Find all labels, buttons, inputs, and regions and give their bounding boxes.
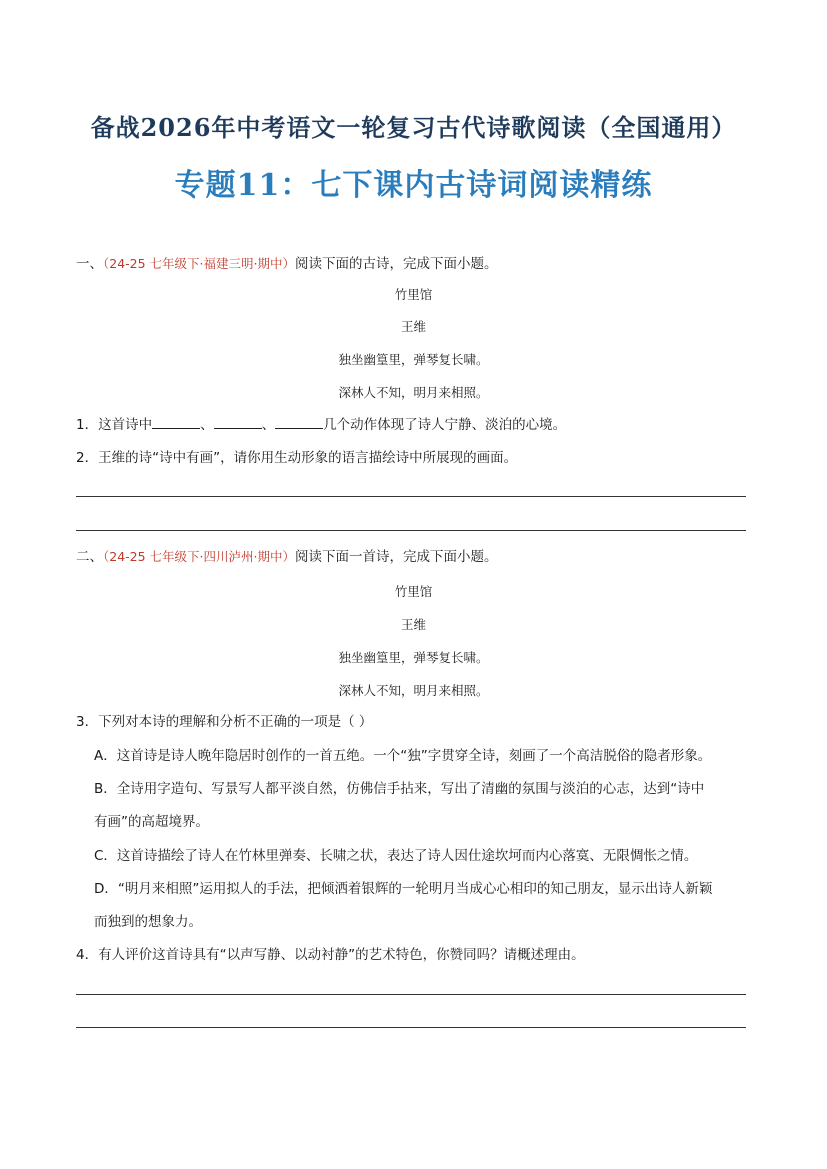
answer-line-q4-2[interactable] bbox=[76, 1027, 746, 1028]
poem1-title: 竹里馆 bbox=[394, 287, 433, 302]
answer-line-q2-1[interactable] bbox=[76, 496, 746, 497]
section1-prefix: 一、 bbox=[76, 256, 103, 272]
poem1-line2: 深林人不知，明月来相照。 bbox=[338, 385, 489, 400]
question-2: 2．王维的诗“诗中有画”，请你用生动形象的语言描绘诗中所展现的画面。 bbox=[76, 450, 518, 466]
section2-heading bbox=[76, 547, 498, 567]
option-c[interactable]: C．这首诗描绘了诗人在竹林里弹奏、长啸之状，表达了诗人因仕途坎坷而内心落寞、无限惆怅之情。 bbox=[94, 848, 698, 864]
poem2-author: 王维 bbox=[400, 617, 426, 632]
section1-instruction: 阅读下面的古诗，完成下面小题。 bbox=[295, 256, 498, 272]
option-b[interactable]: B．全诗用字造句、写景写人都平淡自然，仿佛信手拈来，写出了清幽的氛围与淡泊的心志，达到“诗中 bbox=[94, 781, 705, 797]
q1-blank-1[interactable] bbox=[152, 414, 200, 429]
q1-blank-3[interactable] bbox=[275, 414, 323, 429]
option-b-cont: 有画”的高超境界。 bbox=[94, 814, 209, 830]
answer-line-q2-2[interactable] bbox=[76, 530, 746, 531]
q1-sep-2: 、 bbox=[261, 417, 276, 433]
poem2-line2: 深林人不知，明月来相照。 bbox=[338, 683, 489, 698]
section2-source: （24-25 七年级下·四川泸州·期中） bbox=[103, 549, 295, 564]
question-3: 3．下列对本诗的理解和分析不正确的一项是（ ） bbox=[76, 714, 373, 730]
document-title: 备战2026年中考语文一轮复习古代诗歌阅读（全国通用） bbox=[90, 113, 737, 142]
poem1-line1: 独坐幽篁里，弹琴复长啸。 bbox=[338, 352, 489, 367]
option-d-cont: 而独到的想象力。 bbox=[94, 914, 202, 930]
poem2-line1: 独坐幽篁里，弹琴复长啸。 bbox=[338, 650, 489, 665]
section1-heading bbox=[76, 254, 498, 274]
q1-tail: 几个动作体现了诗人宁静、淡泊的心境。 bbox=[323, 417, 567, 433]
poem2-title: 竹里馆 bbox=[394, 584, 433, 599]
option-a[interactable]: A．这首诗是诗人晚年隐居时创作的一首五绝。一个“独”字贯穿全诗，刻画了一个高洁脱俗的隐者形象。 bbox=[94, 748, 712, 764]
question-1 bbox=[76, 414, 566, 435]
q1-lead: 1．这首诗中 bbox=[76, 417, 153, 433]
section1-source: （24-25 七年级下·福建三明·期中） bbox=[103, 256, 295, 271]
poem1-author: 王维 bbox=[400, 319, 426, 334]
q1-blank-2[interactable] bbox=[214, 414, 262, 429]
answer-line-q4-1[interactable] bbox=[76, 994, 746, 995]
document-subtitle: 专题11：七下课内古诗词阅读精练 bbox=[174, 168, 653, 203]
question-4: 4．有人评价这首诗具有“以声写静、以动衬静”的艺术特色，你赞同吗？请概述理由。 bbox=[76, 947, 585, 963]
q1-sep-1: 、 bbox=[200, 417, 214, 433]
option-d[interactable]: D．“明月来相照”运用拟人的手法，把倾洒着银辉的一轮明月当成心心相印的知己朋友，显示出诗人新颖 bbox=[94, 881, 713, 897]
section2-instruction: 阅读下面一首诗，完成下面小题。 bbox=[295, 549, 498, 565]
section2-prefix: 二、 bbox=[76, 549, 103, 565]
